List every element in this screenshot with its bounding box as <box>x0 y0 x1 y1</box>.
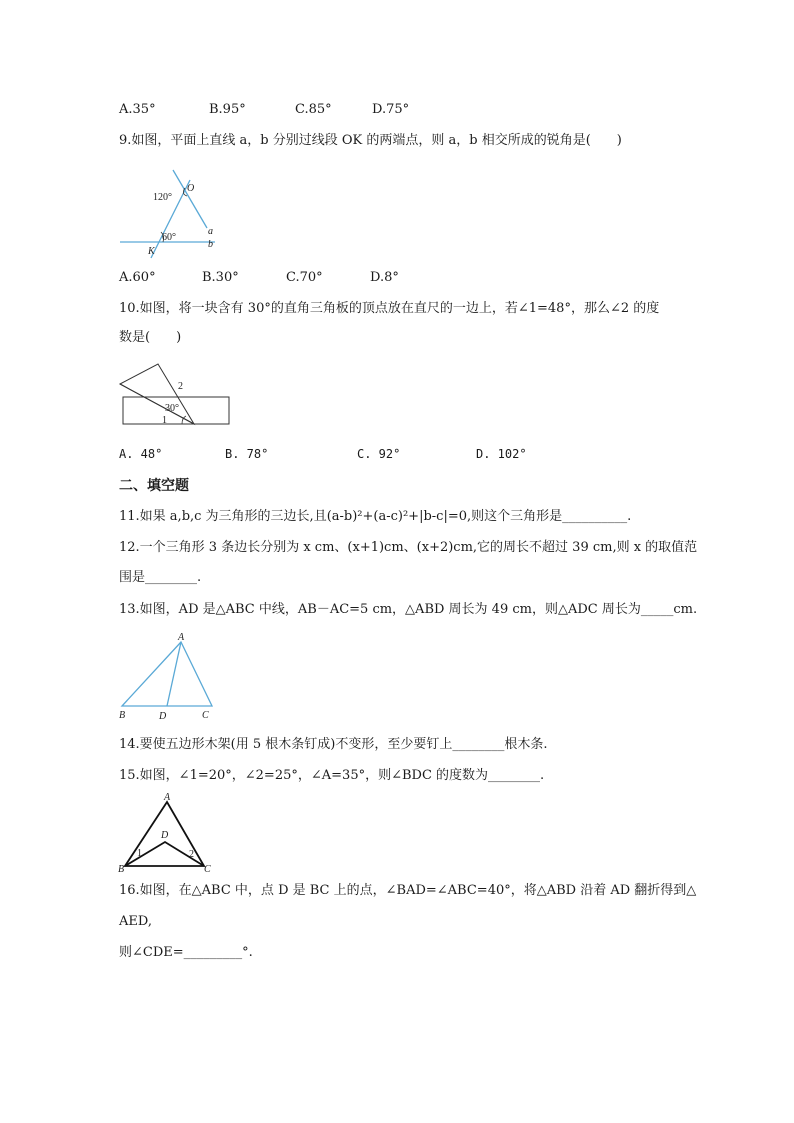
q10-angle-arc-1 <box>182 416 186 424</box>
q9-option-c: C.70° <box>286 270 323 285</box>
q12-question-line1: 12.一个三角形 3 条边长分别为 x cm、(x+1)cm、(x+2)cm,它的周长不超过 39 cm,则 x 的取值范 <box>119 540 698 555</box>
q9-label-60: 60° <box>162 232 176 243</box>
q13-question-text: 13.如图，AD 是△ABC 中线，AB－AC=5 cm，△ABD 周长为 49 cm，则△ADC 周长为_____cm. <box>119 602 698 617</box>
q13-triangle-abc <box>122 642 212 706</box>
q15-question-text: 15.如图，∠1=20°，∠2=25°，∠A=35°，则∠BDC 的度数为________. <box>119 768 545 783</box>
q16-question-line1: 16.如图，在△ABC 中，点 D 是 BC 上的点，∠BAD=∠ABC=40°，将△ABD 沿着 AD 翻折得到△ <box>119 883 697 898</box>
q10-triangle-ruler <box>120 364 194 424</box>
q10-label-1: 1 <box>162 415 167 426</box>
q10-question-line1: 10.如图，将一块含有 30°的直角三角板的顶点放在直尺的一边上，若∠1=48°，那么∠2 的度 <box>119 301 660 316</box>
q10-option-b: B. 78° <box>225 447 269 461</box>
q15-label-2: 2 <box>189 849 194 860</box>
q8-option-c: C.85° <box>295 102 332 117</box>
q15-label-c: C <box>204 864 211 875</box>
q10-figure <box>118 362 233 427</box>
q10-question-line2: 数是( ) <box>119 330 182 345</box>
q9-option-a: A.60° <box>119 270 156 285</box>
q10-label-30: 30° <box>165 403 179 414</box>
section-title-fill-in: 二、填空题 <box>119 478 189 494</box>
q15-figure <box>117 790 217 875</box>
q9-option-b: B.30° <box>202 270 239 285</box>
q8-option-a: A.35° <box>119 102 156 117</box>
q10-option-a: A. 48° <box>119 447 163 461</box>
q13-label-d: D <box>159 711 167 722</box>
q16-question-line2: AED, <box>119 914 152 929</box>
q8-option-b: B.95° <box>209 102 246 117</box>
q16-question-line3: 则∠CDE=_________°. <box>119 945 253 960</box>
q10-option-c: C. 92° <box>357 447 401 461</box>
q9-label-b: b <box>208 239 213 250</box>
q9-figure <box>115 168 225 268</box>
q9-label-k: K <box>148 246 155 257</box>
q9-label-o: O <box>187 183 195 194</box>
q12-question-line2: 围是________. <box>119 570 202 585</box>
q14-question-text: 14.要使五边形木架(用 5 根木条钉成)不变形，至少要钉上________根木条. <box>119 737 548 752</box>
q9-option-d: D.8° <box>370 270 399 285</box>
q15-label-b: B <box>118 864 125 875</box>
q15-label-1: 1 <box>137 848 142 859</box>
q11-question-text: 11.如果 a,b,c 为三角形的三边长,且(a-b)²+(a-c)²+|b-c|=0,则这个三角形是__________. <box>119 509 632 524</box>
q13-label-b: B <box>119 710 126 721</box>
q8-option-d: D.75° <box>372 102 410 117</box>
q13-figure <box>115 630 215 725</box>
q9-question-text: 9.如图，平面上直线 a，b 分别过线段 OK 的两端点，则 a，b 相交所成的锐角是( ) <box>119 133 622 148</box>
q9-label-a: a <box>208 226 213 237</box>
q10-option-d: D. 102° <box>476 447 527 461</box>
q9-line-a <box>173 170 207 228</box>
q13-label-a: A <box>178 632 185 643</box>
q9-label-120: 120° <box>153 192 172 203</box>
q15-label-d: D <box>161 830 169 841</box>
q13-label-c: C <box>202 710 209 721</box>
q15-label-a: A <box>164 792 171 803</box>
q13-median-ad <box>167 642 181 706</box>
q10-label-2: 2 <box>178 381 183 392</box>
